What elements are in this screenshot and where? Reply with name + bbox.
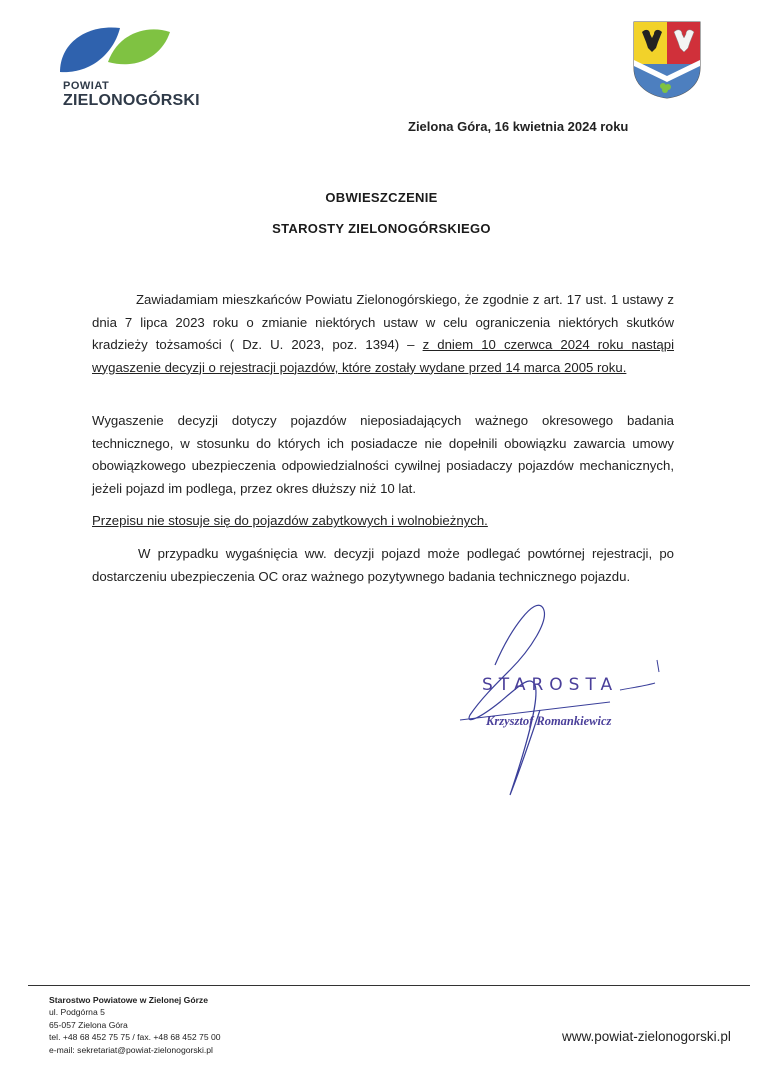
powiat-logo: [58, 22, 200, 109]
logo-text-powiat: POWIAT: [63, 80, 110, 92]
paragraph-4: W przypadku wygaśnięcia ww. decyzji pojazd może podlegać powtórnej rejestracji, po dostarczeniu ubezpieczenia OC oraz ważnego pozytywnego badania technicznego pojazdu.: [92, 546, 674, 584]
handwritten-signature: [440, 590, 700, 820]
document-title: OBWIESZCZENIE: [325, 190, 438, 205]
footer-email: e-mail: sekretariat@powiat-zielonogorski.pl: [49, 1044, 213, 1055]
paragraph-1-underlined: z dniem 10 czerwca 2024 roku nastąpi wygaszenie decyzji o rejestracji pojazdów, które zostały wydane przed 14 marca 2005 roku.: [92, 337, 675, 375]
logo-leaves-icon: [58, 22, 198, 82]
footer-org-name: Starostwo Powiatowe w Zielonej Górze: [49, 995, 209, 1005]
footer-city: 65-057 Zielona Góra: [49, 1019, 128, 1030]
paragraph-3-text: Przepisu nie stosuje się do pojazdów zabytkowych i wolnobieżnych.: [92, 513, 488, 528]
logo-text-zielonogorski: ZIELONOGÓRSKI: [63, 92, 200, 109]
paragraph-1-text: Zawiadamiam mieszkańców Powiatu Zielonogórskiego, że zgodnie z art. 17 ust. 1 ustawy z dnia 7 lipca 2023 roku o zmianie niektórych ustaw w celu ograniczenia niektórych skutków kradzieży tożsamości ( Dz. U. 2023, poz. 1394) –: [92, 292, 674, 352]
date-place-line: Zielona Góra, 16 kwietnia 2024 roku: [408, 119, 629, 134]
footer-divider: [28, 985, 750, 986]
paragraph-2: Wygaszenie decyzji dotyczy pojazdów nieposiadających ważnego okresowego badania technicznego, w stosunku do których ich posiadacze nie dopełnili obowiązku zawarcia umowy obowiązkowego ubezpieczenia odpowiedzialności cywilnej posiadaczy pojazdów mechanicznych, jeżeli pojazd im podlega, przez okres dłuższy niż 10 lat.: [92, 413, 674, 496]
coat-of-arms-icon: [632, 20, 702, 100]
footer-address: [49, 994, 221, 1056]
stamp-name: Krzysztof Romankiewicz: [486, 714, 612, 728]
document-subtitle: STAROSTY ZIELONOGÓRSKIEGO: [272, 221, 491, 236]
paragraph-3: [92, 510, 674, 533]
footer-website: www.powiat-zielonogorski.pl: [562, 1029, 731, 1044]
footer-phone: tel. +48 68 452 75 75 / fax. +48 68 452 75 00: [49, 1032, 221, 1043]
footer-street: ul. Podgórna 5: [49, 1007, 105, 1018]
paragraph-1: [92, 289, 674, 379]
stamp-title: STAROSTA: [482, 675, 619, 695]
